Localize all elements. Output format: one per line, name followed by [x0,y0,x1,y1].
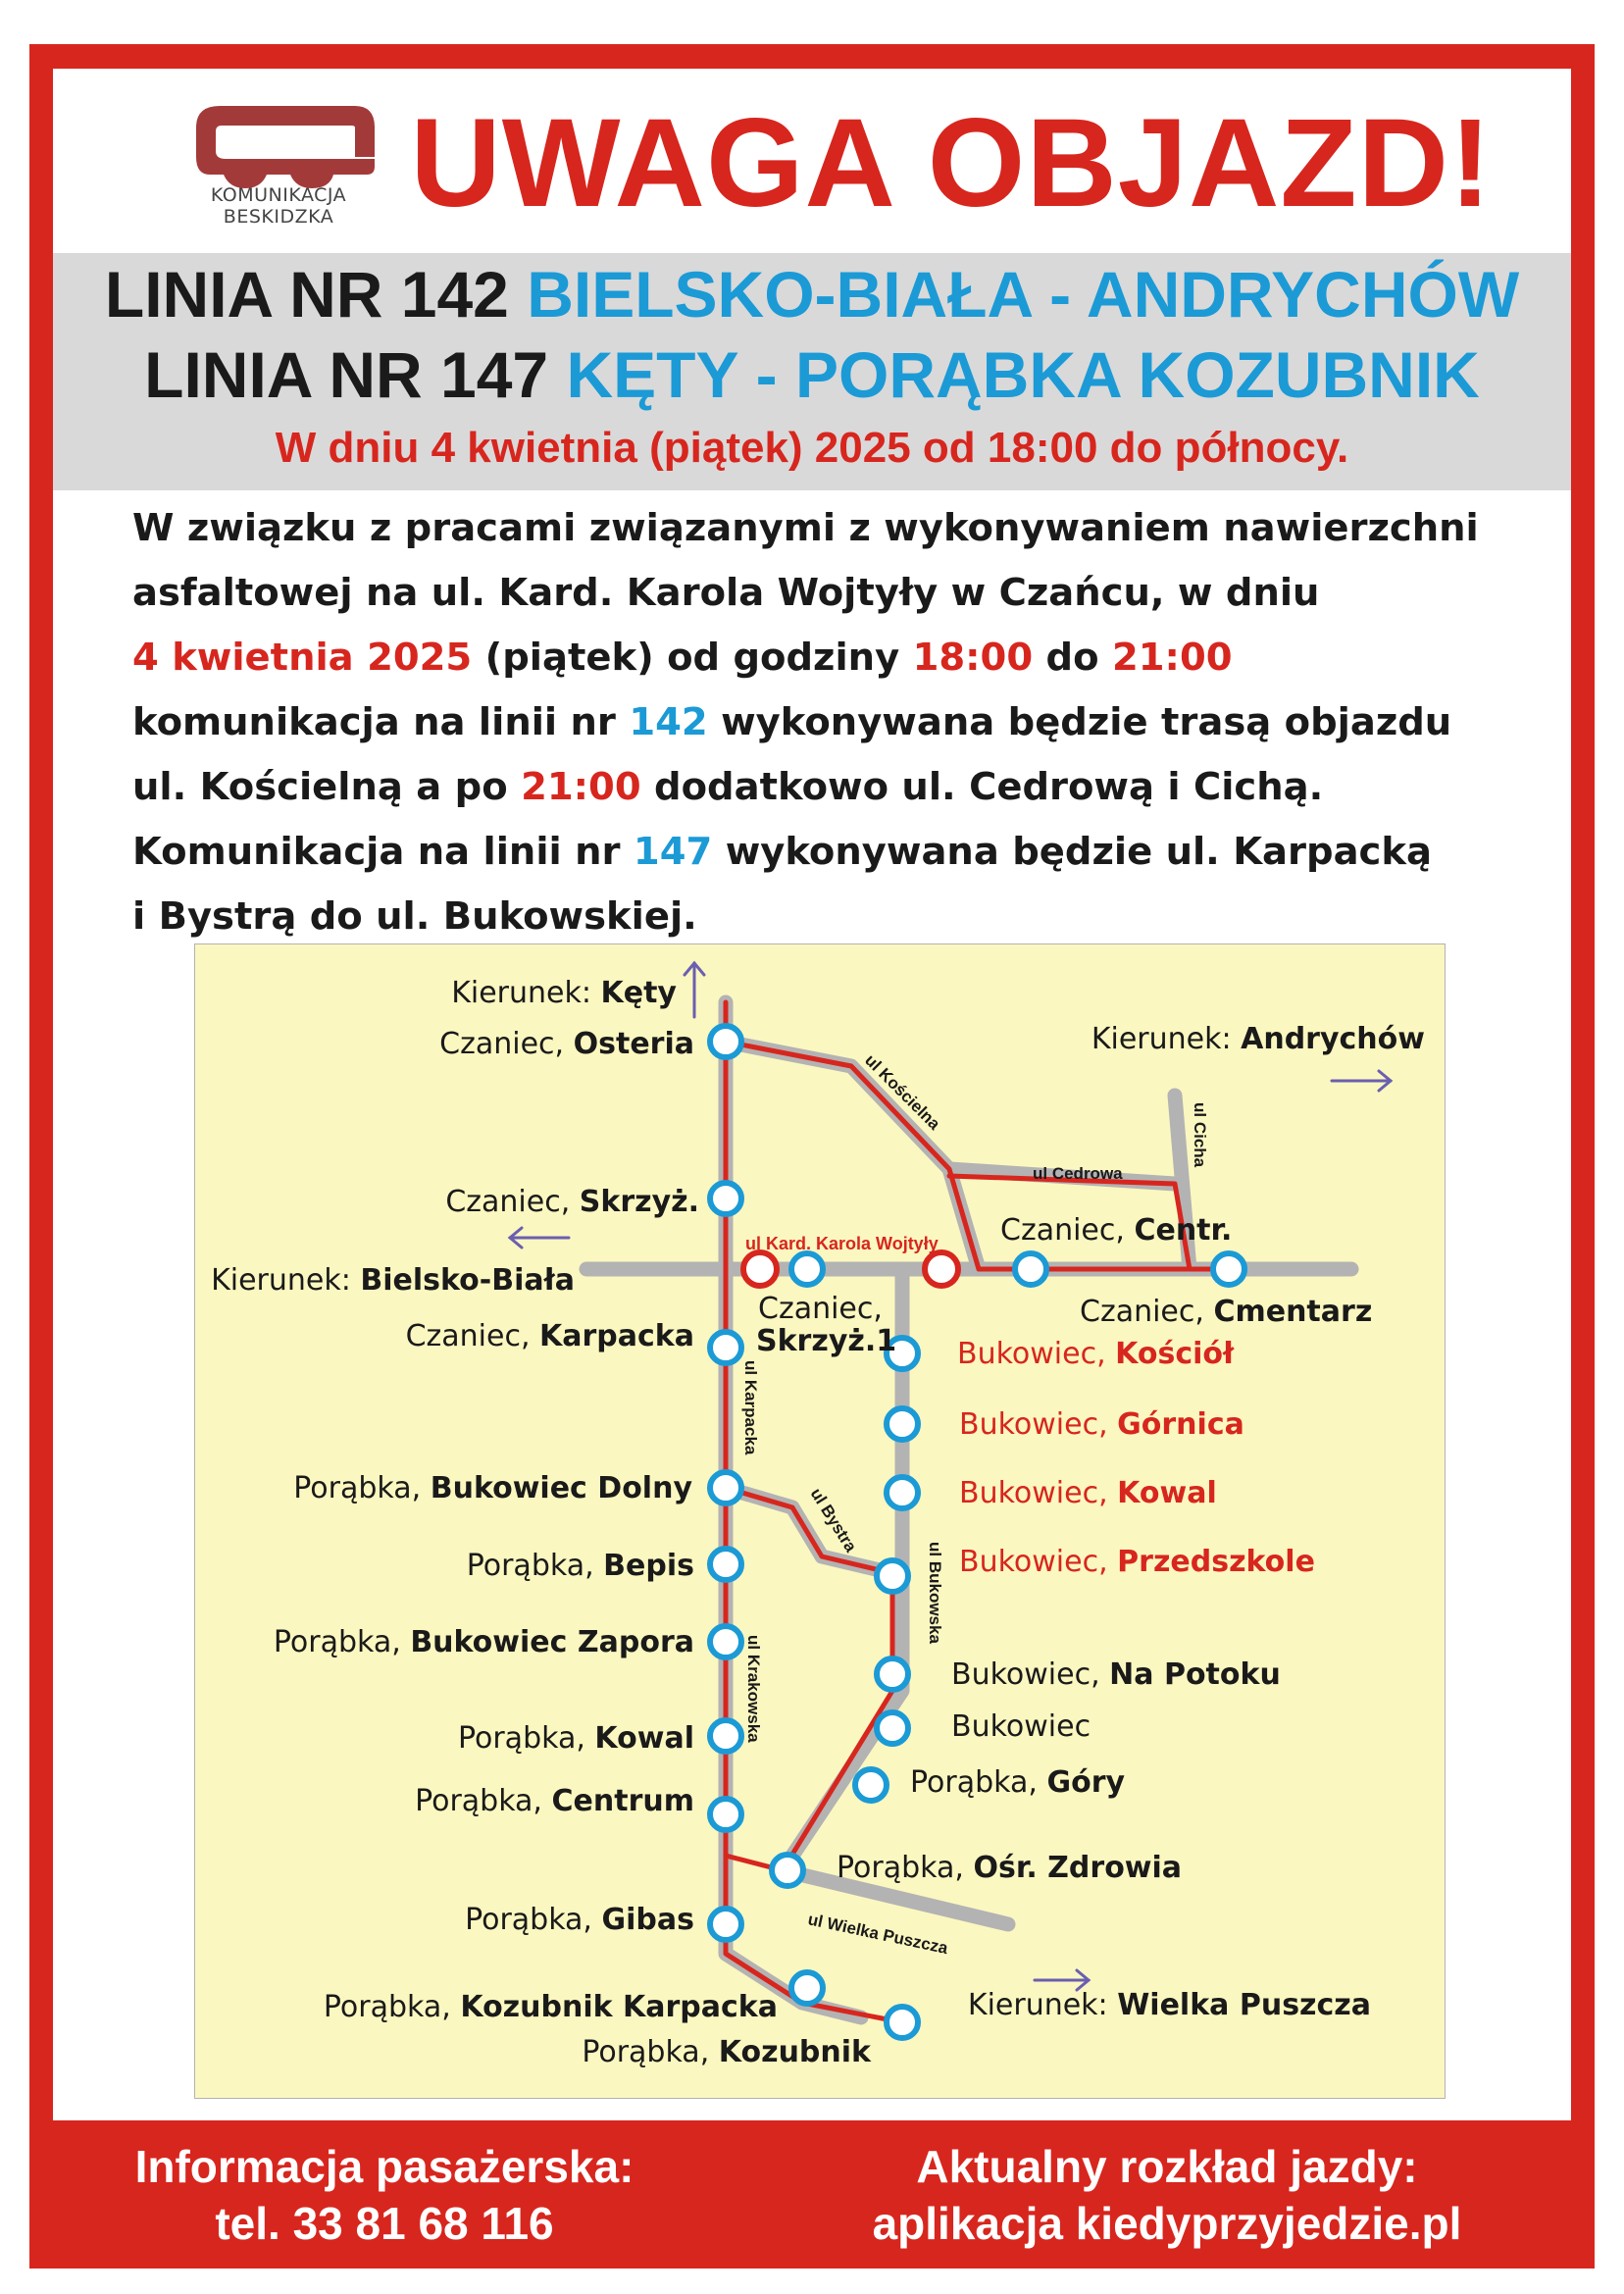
date-heading: W dniu 4 kwietnia (piątek) 2025 od 18:00 do północy. [275,424,1349,472]
stop-marker [791,1972,823,2004]
stop-label: Bukowiec, Na Potoku [951,1657,1281,1692]
line-142-heading: LINIA NR 142 BIELSKO-BIAŁA - ANDRYCHÓW [104,258,1520,331]
stop-label: Bukowiec [951,1709,1091,1744]
logo-text: KOMUNIKACJA BESKIDZKA [210,184,347,228]
stop-marker [710,1909,741,1940]
stop-marker [710,1472,741,1504]
direction-wielka-puszcza: Kierunek: Wielka Puszcza [967,1988,1371,2022]
stop-label: Bukowiec, Górnica [959,1407,1244,1442]
street-label-koscielna: ul Kościelna [861,1050,944,1134]
stop-label: Czaniec, Skrzyż. [445,1185,699,1219]
street-label-bystra: ul Bystra [806,1485,861,1555]
stop-label: Porąbka, Gibas [465,1903,694,1937]
street-label-wojtyly: ul Kard. Karola Wojtyły [745,1234,939,1253]
stop-red-marker [925,1252,958,1286]
stop-label: Bukowiec, Kowal [959,1476,1217,1510]
stop-marker [877,1658,908,1690]
stop-label: Porąbka, Bepis [466,1549,694,1583]
street-label-bukowska: ul Bukowska [926,1542,944,1644]
street-label-krakowska: ul Krakowska [744,1635,763,1743]
stop-marker [877,1712,908,1744]
stop-marker [855,1769,887,1801]
stop-marker [877,1560,908,1592]
direction-bielsko: Kierunek: Bielsko-Biała [211,1263,575,1298]
notice-text: W związku z pracami związanymi z wykonywaniem nawierzchni asfaltowej na ul. Kard. Karola Wojtyły w Czańcu, w dniu 4 kwietnia 2025 (piątek) od godziny 18:00 do 21:00 komunikacja na linii nr 142 wykonywana będzie trasą objazdu ul. Kościelną a po 21:00 dodatkowo ul. Cedrową i Cichą. Komunikacja na linii nr 147 wykonywana będzie ul. Karpacką i Bystrą do ul. Bukowskiej. [132,506,1479,939]
street-label-cedrowa: ul Cedrowa [1033,1164,1123,1183]
stop-label: Porąbka, Góry [910,1765,1126,1800]
stop-label: Porąbka, Bukowiec Zapora [273,1625,694,1659]
stop-marker [791,1253,823,1285]
stop-label: Czaniec, Centr. [1000,1213,1233,1248]
stop-marker [710,1626,741,1657]
street-label-wielka-puszcza: ul Wielka Puszcza [806,1910,950,1959]
page-title: UWAGA OBJAZD! [410,93,1493,233]
stop-marker [710,1183,741,1214]
stop-marker [710,1799,741,1830]
direction-kety: Kierunek: Kęty [451,976,677,1010]
stop-marker [710,1332,741,1363]
footer-info: Informacja pasażerska: tel. 33 81 68 116 [134,2141,634,2249]
detour-map [194,943,1446,2099]
stop-label: Czaniec, Cmentarz [1080,1295,1373,1329]
stop-marker [1015,1253,1046,1285]
stop-label: Czaniec, Osteria [439,1027,694,1061]
stop-label: Bukowiec, Przedszkole [959,1545,1315,1579]
stop-marker [887,1477,918,1508]
stop-marker [710,1026,741,1057]
stop-marker [710,1720,741,1752]
stop-label: Porąbka, Ośr. Zdrowia [837,1851,1183,1885]
stop-label: Porąbka, Kozubnik [582,2035,871,2069]
stop-marker [772,1855,803,1886]
stop-red-marker [743,1252,777,1286]
stop-marker [710,1549,741,1580]
stop-label: Porąbka, Kozubnik Karpacka [323,1990,778,2024]
stop-label: Czaniec, Karpacka [405,1319,694,1353]
stop-marker [887,1408,918,1440]
stop-label: Czaniec, [758,1292,883,1326]
footer-timetable: Aktualny rozkład jazdy: aplikacja kiedyprzyjedzie.pl [872,2141,1462,2249]
stop-label: Skrzyż.1 [756,1324,897,1358]
street-label-karpacka: ul Karpacka [741,1360,760,1455]
stop-label: Porąbka, Centrum [415,1784,694,1818]
stop-marker [887,2007,918,2038]
stop-label: Bukowiec, Kościół [957,1337,1235,1371]
line-147-heading: LINIA NR 147 KĘTY - PORĄBKA KOZUBNIK [144,338,1480,411]
street-label-cicha: ul Cicha [1191,1102,1209,1168]
stop-label: Porąbka, Kowal [457,1721,694,1756]
stop-marker [1213,1253,1244,1285]
stop-label: Porąbka, Bukowiec Dolny [293,1471,692,1505]
direction-andrychow: Kierunek: Andrychów [1091,1022,1425,1056]
